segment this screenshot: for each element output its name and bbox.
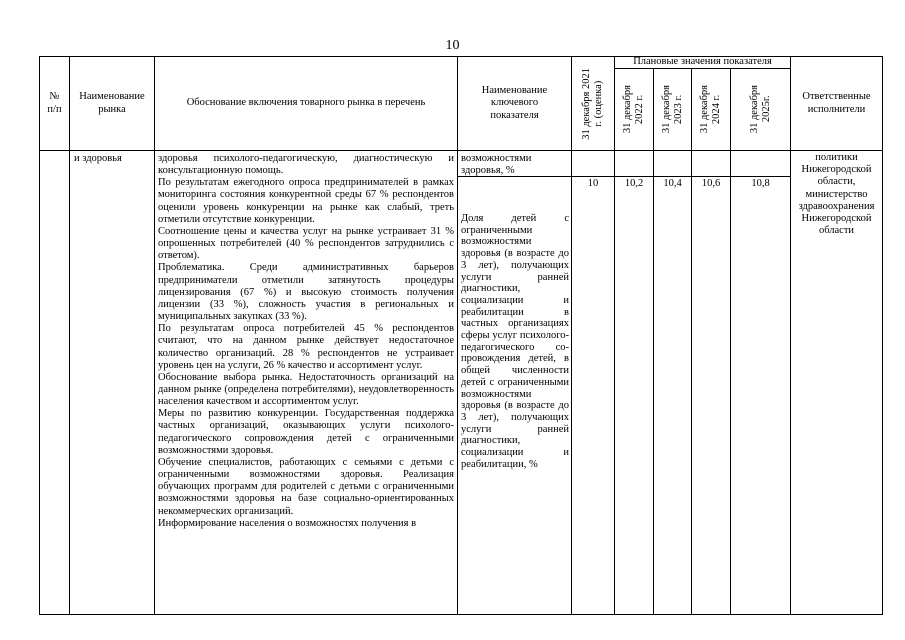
table-border-right — [882, 56, 883, 615]
rationale-paragraph: По результатам ежегодного опроса предпринимателей в рамках мониторинга состояния конкурентной среды 67 % респондентов оценили уровень конкуренции на рынке как слабый, треть отметили отсутствие конкуренции. — [158, 177, 454, 225]
header-planned-values: Плановые значения показателя — [633, 55, 772, 67]
col-divider — [653, 68, 654, 615]
header-year-2024: 31 декабря 2024 г. — [699, 85, 722, 134]
responsible-cell: политики Нижегородской области, министерство здравоохранения Нижегородской области — [798, 152, 875, 237]
header-key-indicator: Наименование ключевого показателя — [481, 85, 548, 121]
header-responsible: Ответственные исполнители — [802, 91, 871, 115]
header-market-name: Наименование рынка — [79, 91, 145, 115]
header-bottom-rule — [39, 150, 883, 151]
rationale-paragraph: По результатам опроса потребителей 45 % респондентов считают, что на данном рынке действует недостаточное количество организаций. 28 % респондентов не устраивает уровень цен на услуги, 26 % качество и ассортимент услуг. — [158, 323, 454, 371]
rationale-paragraph: Информирование населения о возможностях получения в — [158, 517, 417, 529]
header-year-2021: 31 декабря 2021 г. (оценка) — [581, 67, 604, 140]
page-number: 10 — [445, 38, 460, 53]
value-2023: 10,4 — [663, 178, 682, 189]
rationale-paragraph: Соотношение цены и качества услуг на рынке устраивает 31 % опрошенных потребителей (40 % респондентов затруднились с ответом). — [158, 225, 454, 262]
data-table — [39, 56, 883, 615]
indicator-main-cell: Доля детей с ограниченными возможностями здоровья (в возрасте до 3 лет), получающих услуги ранней диагностики, социализации и реабилитации в частных организациях сферы услуг психолого-педагогического со-провождения детей, в общей численности детей с ограниченными возможностями здоровья (в возрасте до 3 лет), получающих услуги ранней диагностики, социализации и реабилитации, % — [461, 213, 569, 470]
table-border-bottom — [39, 614, 883, 615]
header-year-2022: 31 декабря 2022 г. — [622, 85, 645, 134]
indicator-continued-cell: возможностями здоровья, % — [461, 153, 532, 177]
header-year-2025: 31 декабря 2025г. — [748, 85, 772, 134]
header-rationale: Обоснование включения товарного рынка в перечень — [186, 97, 426, 109]
value-2024: 10,6 — [701, 178, 721, 189]
col-divider — [691, 68, 692, 615]
market-name-cell: и здоровья — [74, 153, 122, 164]
rationale-cell — [158, 153, 454, 530]
rationale-paragraph: Обучение специалистов, работающих с семьями с детьми с ограниченными возможностями здоровья. Реализация обучающих программ для родителей с детьми с ограниченными возможностями здоровья на базе социально-ориентированных некоммерческих организаций. — [158, 456, 454, 517]
rationale-paragraph: Обоснование выбора рынка. Недостаточность организаций на данном рынке (определена потребителями), неудовлетворенность населения качеством и ассортиментом услуг. — [158, 371, 454, 408]
value-2022: 10,2 — [624, 178, 644, 189]
value-2025: 10,8 — [751, 178, 770, 189]
col-divider — [730, 68, 731, 615]
rationale-paragraph: Меры по развитию конкуренции. Государственная поддержка частных организаций, оказывающих услуги психолого-педагогического сопровождения детей с ограниченными возможностями здоровья. — [158, 408, 454, 456]
rationale-paragraph: здоровья психолого-педагогическую, диагностическую и консультационную помощь. — [158, 153, 454, 177]
value-2021: 10 — [587, 178, 599, 189]
header-year-2023: 31 декабря 2023 г. — [660, 85, 684, 134]
header-number: № п/п — [47, 91, 62, 115]
rationale-paragraph: Проблематика. Среди административных барьеров предприниматели отметили затянутость процедуры лицензирования (67 %) и высокую стоимость получения лицензии (33 %), сложность участия в региональных и муниципальных закупках (33 %). — [158, 262, 454, 323]
